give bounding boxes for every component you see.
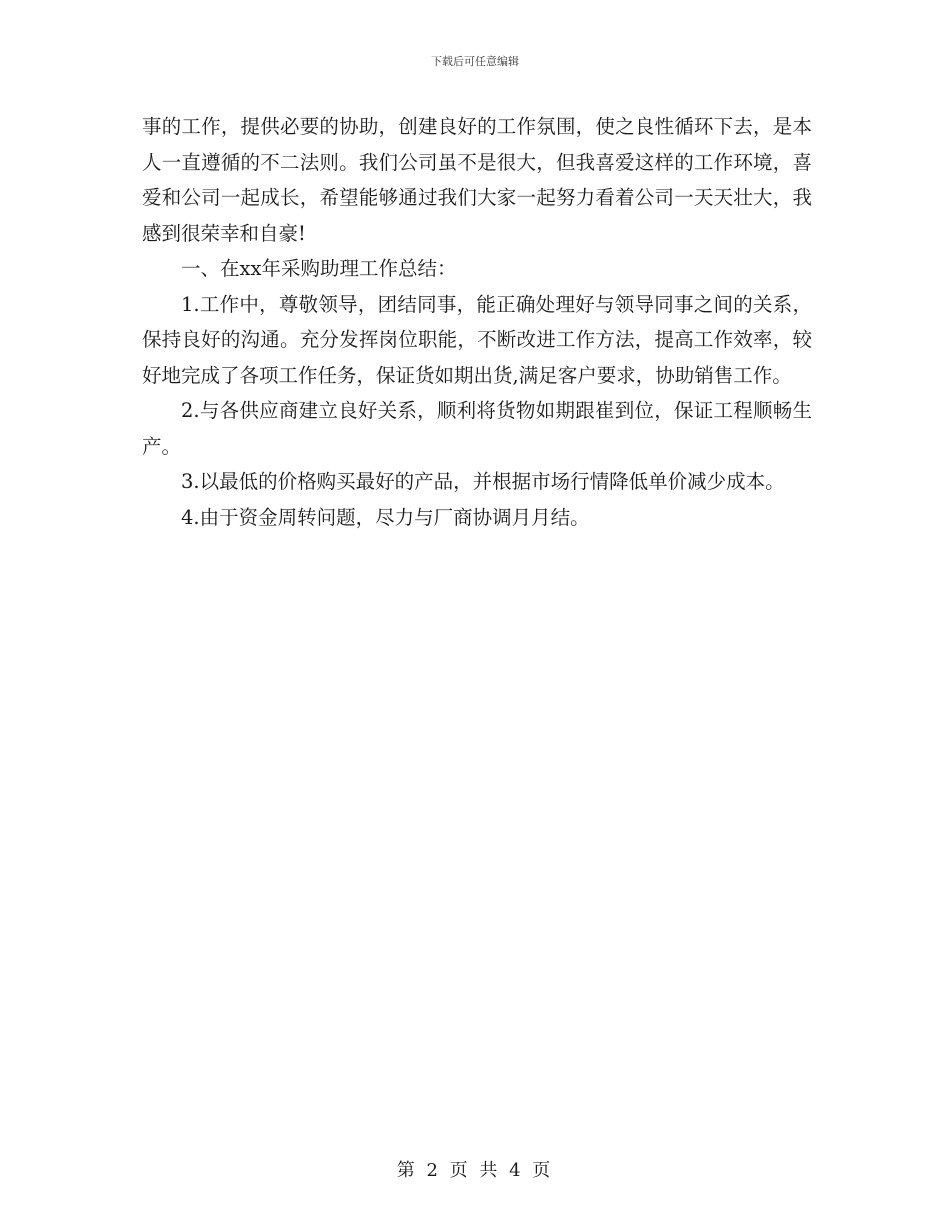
page-number: 第 2 页 共 4 页 xyxy=(396,1160,554,1181)
paragraph-continued: 事的工作，提供必要的协助，创建良好的工作氛围，使之良性循环下去，是本人一直遵循的不二法则。我们公司虽不是很大，但我喜爱这样的工作环境，喜爱和公司一起成长，希望能够通过我们大家一起努力看着公司一天天壮大，我感到很荣幸和自豪! xyxy=(142,115,812,245)
list-item-1: 1.工作中，尊敬领导，团结同事，能正确处理好与领导同事之间的关系，保持良好的沟通。充分发挥岗位职能，不断改进工作方法，提高工作效率，较好地完成了各项工作任务，保证货如期出货,满足客户要求，协助销售工作。 xyxy=(142,292,812,387)
list-item-3: 3.以最低的价格购买最好的产品，并根据市场行情降低单价减少成本。 xyxy=(181,470,785,493)
document-body xyxy=(142,109,812,535)
list-item-2: 2.与各供应商建立良好关系，顺利将货物如期跟崔到位，保证工程顺畅生产。 xyxy=(142,399,812,458)
section-heading: 一、在xx年采购助理工作总结： xyxy=(181,257,457,280)
list-item-4: 4.由于资金周转问题，尽力与厂商协调月月结。 xyxy=(181,505,590,529)
page-header: 下载后可任意编辑 xyxy=(431,55,519,68)
